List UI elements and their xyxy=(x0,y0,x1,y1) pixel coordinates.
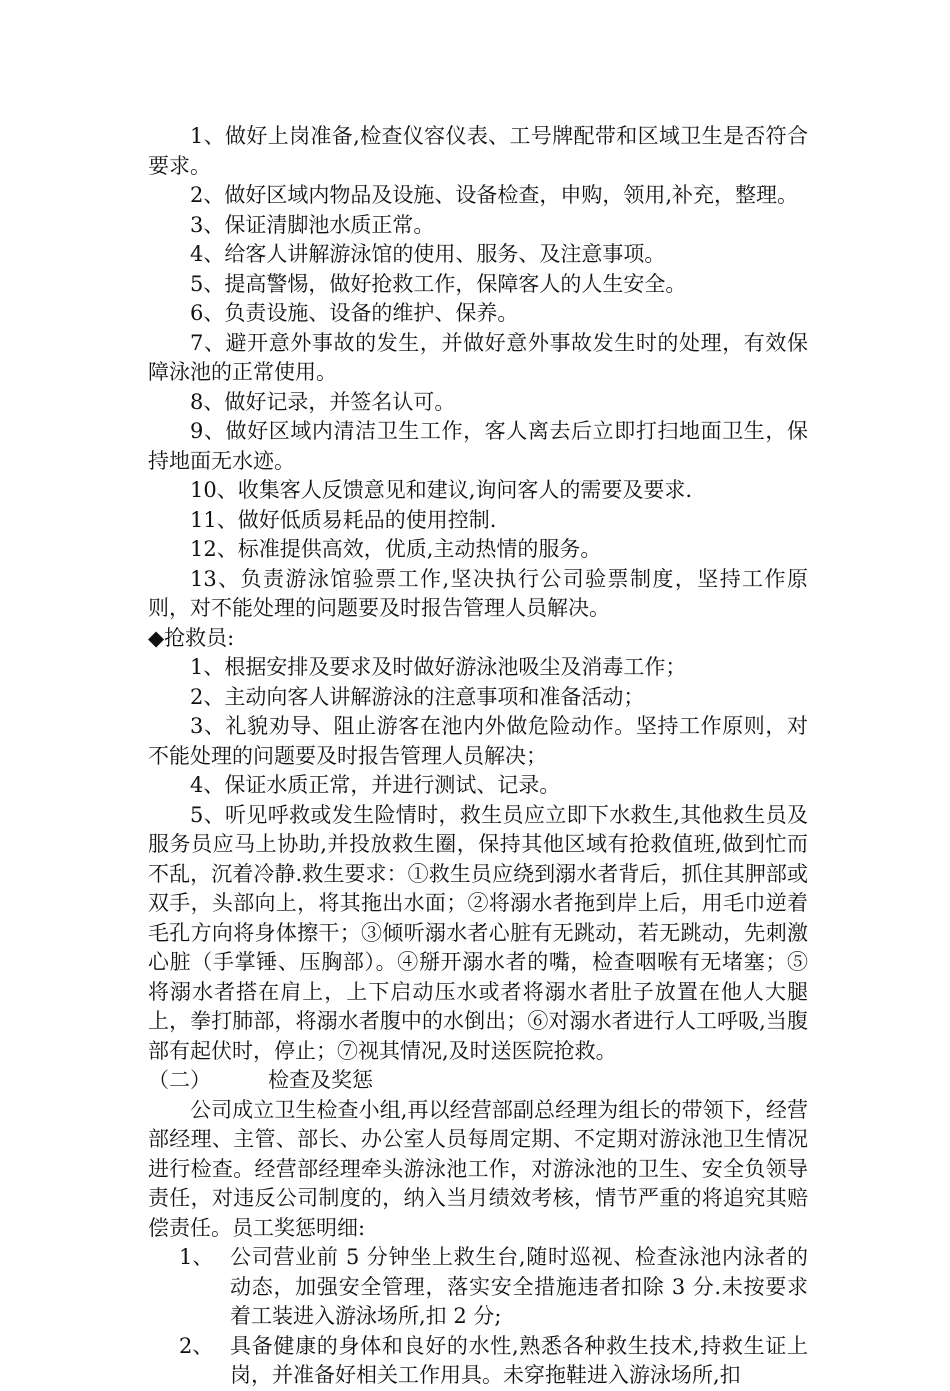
duty-item: 7、避开意外事故的发生，并做好意外事故发生时的处理，有效保障泳池的正常使用。 xyxy=(148,330,808,384)
rescuer-heading: ◆抢救员: xyxy=(148,625,235,650)
section-number: （二） xyxy=(148,1068,211,1092)
duty-item: 2、做好区域内物品及设施、设备检查，申购，领用,补充，整理。 xyxy=(190,183,799,207)
duty-item: 1、做好上岗准备,检查仪容仪表、工号牌配带和区域卫生是否符合要求。 xyxy=(148,124,808,178)
list-item xyxy=(148,1332,808,1391)
duty-item: 11、做好低质易耗品的使用控制. xyxy=(190,507,497,532)
duty-item: 12、标准提供高效，优质,主动热情的服务。 xyxy=(190,537,602,561)
list-item-text: 具备健康的身体和良好的水性,熟悉各种救生技术,持救生证上岗，并准备好相关工作用具。未穿拖鞋进入游泳场所,扣 xyxy=(230,1333,808,1387)
duty-item: 8、做好记录，并签名认可。 xyxy=(190,389,456,414)
rescuer-duty-item: 3、礼貌劝导、阻止游客在池内外做危险动作。坚持工作原则，对不能处理的问题要及时报告管理人员解决； xyxy=(148,714,808,768)
duty-item: 5、提高警惕，做好抢救工作，保障客人的人生安全。 xyxy=(190,271,687,296)
rescuer-duty-item: 1、根据安排及要求及时做好游泳池吸尘及消毒工作； xyxy=(190,655,687,679)
duty-item: 4、给客人讲解游泳馆的使用、服务、及注意事项。 xyxy=(190,242,666,266)
duty-item: 3、保证清脚池水质正常。 xyxy=(190,212,435,237)
duty-item: 10、收集客人反馈意见和建议,询问客人的需要及要求. xyxy=(190,478,693,502)
section-title: 检查及奖惩 xyxy=(268,1068,373,1092)
rescuer-duty-item: 5、听见呼救或发生险情时，救生员应立即下水救生,其他救生员及服务员应马上协助,并投放救生圈，保持其他区域有抢救值班,做到忙而不乱，沉着冷静.救生要求：①救生员应绕到溺水者背后，抓住其胛部或双手，头部向上，将其拖出水面；②将溺水者拖到岸上后，用毛巾逆着毛孔方向将身体擦干；③倾听溺水者心脏有无跳动，若无跳动，先刺激心脏（手掌锤、压胸部）。④掰开溺水者的嘴，检查咽喉有无堵塞；⑤将溺水者搭在肩上，上下启动压水或者将溺水者肚子放置在他人大腿上，拳打肺部，将溺水者腹中的水倒出；⑥对溺水者进行人工呼吸,当腹部有起伏时，停止；⑦视其情况,及时送医院抢救。 xyxy=(148,802,808,1063)
section-heading xyxy=(148,1066,808,1096)
list-item-number: 2、 xyxy=(179,1333,214,1358)
duty-item: 13、负责游泳馆验票工作,坚决执行公司验票制度，坚持工作原则，对不能处理的问题要及时报告管理人员解决。 xyxy=(148,566,808,620)
duty-item: 6、负责设施、设备的维护、保养。 xyxy=(190,301,519,325)
duty-item: 9、做好区域内清洁卫生工作，客人离去后立即打扫地面卫生，保持地面无水迹。 xyxy=(148,419,808,473)
document-page xyxy=(148,122,808,1391)
list-item-number: 1、 xyxy=(179,1245,214,1269)
rescuer-duty-item: 4、保证水质正常，并进行测试、记录。 xyxy=(190,773,561,797)
section-intro: 公司成立卫生检查小组,再以经营部副总经理为组长的带领下，经营部经理、主管、部长、办公室人员每周定期、不定期对游泳池卫生情况进行检查。经营部经理牵头游泳池工作，对游泳池的卫生、安全负领导责任，对违反公司制度的，纳入当月绩效考核，情节严重的将追究其赔偿责任。员工奖惩明细: xyxy=(148,1097,808,1240)
rescuer-duty-item: 2、主动向客人讲解游泳的注意事项和准备活动； xyxy=(190,684,645,709)
list-item xyxy=(148,1243,808,1332)
list-item-text: 公司营业前 5 分钟坐上救生台,随时巡视、检查泳池内泳者的动态，加强安全管理，落实安全措施违者扣除 3 分.未按要求着工装进入游泳场所,扣 2 分; xyxy=(230,1245,808,1328)
